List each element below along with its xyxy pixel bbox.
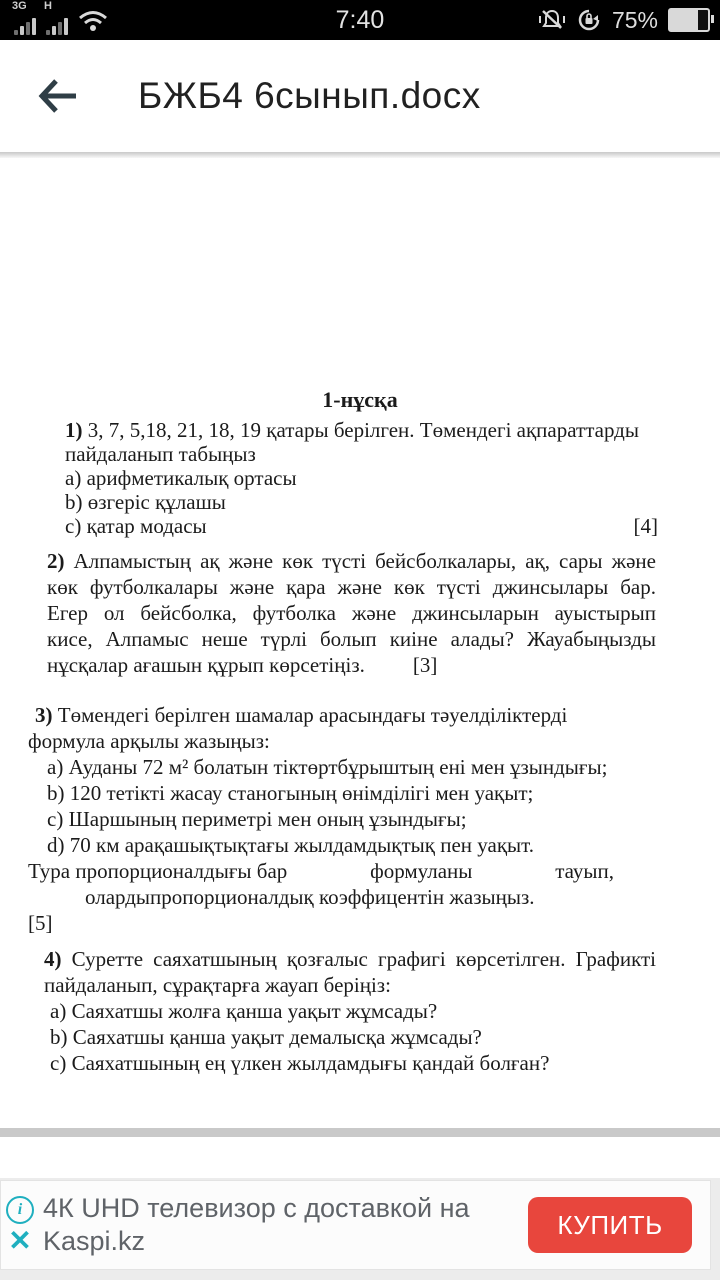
q3-tail1-part2: формуланы (370, 859, 473, 883)
question-2 (47, 548, 656, 678)
battery-icon (668, 8, 710, 32)
q1-line1: 3, 7, 5,18, 21, 18, 19 қатары берілген. Төмендегі ақпараттарды (87, 418, 639, 442)
q2-line3: Егер ол бейсболка, футболка және джинсыларын ауыстырып (47, 601, 656, 625)
ad-close-icon[interactable]: ✕ (8, 1225, 32, 1256)
status-bar (0, 0, 720, 40)
page-separator (0, 1128, 720, 1137)
q3-line1: Төмендегі берілген шамалар арасындағы тәуелділіктерді (57, 703, 568, 727)
document-title: БЖБ4 6сынып.docx (138, 75, 481, 116)
q2-line1: Алпамыстың ақ және көк түсті бейсболкалары, ақ, сары және (73, 549, 656, 573)
q3-tail1 (28, 858, 614, 884)
variant-title: 1-нұсқа (322, 387, 398, 412)
q3-line2: формула арқылы жазыңыз: (28, 729, 270, 753)
ad-info-icon[interactable]: i (6, 1196, 34, 1224)
ad-text-line2: Kaspi.kz (43, 1226, 146, 1256)
q1-item-a: a) арифметикалық ортасы (65, 466, 297, 490)
q4-item-b: b) Саяхатшы қанша уақыт демалысқа жұмсады? (50, 1025, 482, 1049)
q3-tail1-part1: Тура пропорционалдығы бар (28, 859, 288, 883)
q2-line2: көк футболкалары және қара және көк түсті джинсылары бар. (47, 575, 656, 599)
q4-item-a: a) Саяхатшы жолға қанша уақыт жұмсады? (50, 999, 438, 1023)
q3-number: 3) (35, 703, 53, 727)
signal-h-label: H (44, 0, 52, 12)
arrow-left-icon (36, 76, 80, 116)
q2-line5: нұсқалар ағашын құрып көрсетіңіз. (47, 653, 365, 677)
q4-line1: Суретте саяхатшының қозғалыс графигі көрсетілген. Графикті (71, 947, 657, 971)
q1-item-c: c) қатар модасы (65, 514, 207, 538)
q3-item-d: d) 70 км арақашықтықтағы жылдамдықтық пен уақыт. (47, 833, 534, 857)
q3-tail2: олардыпропорционалдық коэффицентін жазыңыз. (85, 885, 535, 909)
document-page[interactable] (0, 158, 720, 1118)
question-3 (28, 702, 654, 936)
q3-item-c: c) Шаршының периметрі мен оның ұзындығы; (47, 807, 467, 831)
q4-number: 4) (44, 947, 62, 971)
q4-item-c: c) Саяхатшының ең үлкен жылдамдығы қандай болған? (50, 1051, 550, 1075)
q1-line2: пайдаланып табыңыз (65, 442, 256, 466)
q1-number: 1) (65, 418, 83, 442)
q3-mark: [5] (28, 911, 53, 935)
ad-banner (0, 1178, 720, 1280)
q1-mark: [4] (633, 514, 658, 538)
signal-3g-label: 3G (12, 0, 27, 12)
q4-line2: пайдаланып, сұрақтарға жауап беріңіз: (44, 973, 391, 997)
battery-percent: 75% (611, 6, 658, 33)
buy-button[interactable]: КУПИТЬ (528, 1197, 692, 1253)
question-1 (65, 418, 658, 538)
q1-item-b: b) өзгеріс құлашы (65, 490, 226, 514)
app-header (0, 40, 720, 152)
ad-card (0, 1180, 711, 1270)
q2-number: 2) (47, 549, 65, 573)
ad-text-line1: 4К UHD телевизор с доставкой на (43, 1193, 470, 1223)
q2-mark: [3] (412, 653, 438, 677)
question-4 (44, 946, 656, 1076)
q3-item-a: a) Ауданы 72 м² болатын тіктөртбұрыштың ені мен ұзындығы; (47, 755, 608, 779)
status-clock: 7:40 (335, 5, 385, 34)
q3-item-b: b) 120 тетікті жасау станогының өнімділігі мен уақыт; (47, 781, 534, 805)
q3-tail1-part3: тауып, (555, 859, 614, 883)
q2-line4: кисе, Алпамыс неше түрлі болып киіне алады? Жауабыңызды (47, 627, 656, 651)
back-button[interactable] (34, 72, 82, 120)
ad-text[interactable] (39, 1192, 528, 1258)
